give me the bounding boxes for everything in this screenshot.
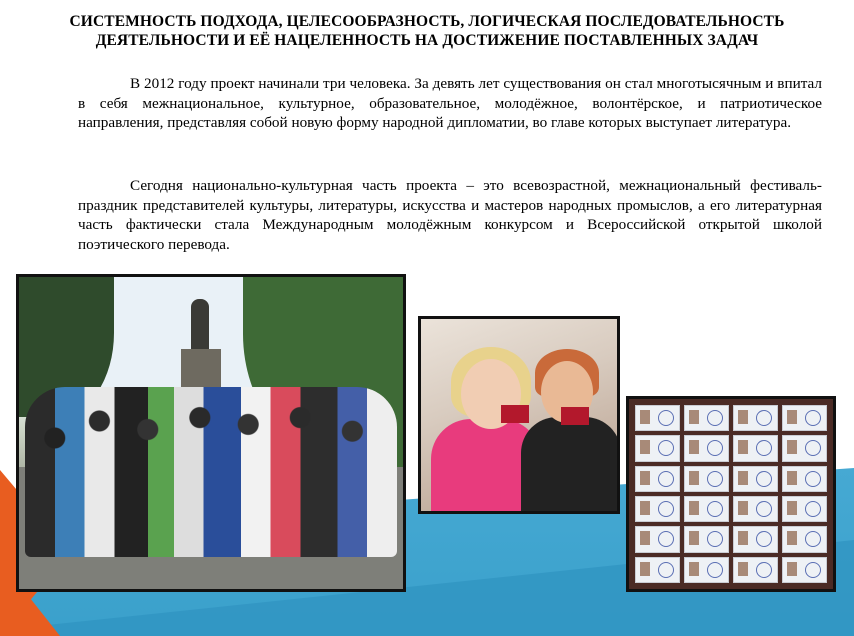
red-booklet-shape <box>561 407 589 425</box>
certificate-card <box>782 496 827 522</box>
certificate-card <box>733 435 778 461</box>
paragraph-today: Сегодня национально-культурная часть проекта – это всевозрастной, межнациональный фестиваль-праздник представителей культуры, литературы, искусства и мастеров народных промыслов, а его литературная часть фактически стала Международным молодёжным конкурсом и Всероссийской открытой школой поэтического перевода. <box>78 177 822 253</box>
certificate-card <box>684 526 729 552</box>
certificate-card <box>635 405 680 431</box>
certificate-card <box>635 526 680 552</box>
certificate-card <box>684 466 729 492</box>
certificates-grid <box>635 405 827 583</box>
certificate-card <box>733 496 778 522</box>
people-group-shape <box>25 387 397 557</box>
certificate-card <box>684 435 729 461</box>
paragraph-history: В 2012 году проект начинали три человека. За девять лет существования он стал многотысячным и впитал в себя межнациональное, культурное, образовательное, молодёжное, волонтёрское, и патриотическое направления, представляя собой новую форму народной дипломатии, во главе которых выступает литература. <box>78 75 822 131</box>
photo-certificates-grid <box>626 396 836 592</box>
red-booklet-shape <box>501 405 529 423</box>
certificate-card <box>782 526 827 552</box>
certificate-card <box>684 557 729 583</box>
certificate-card <box>782 557 827 583</box>
certificate-card <box>635 466 680 492</box>
certificate-card <box>635 496 680 522</box>
certificate-card <box>684 405 729 431</box>
slide-title: СИСТЕМНОСТЬ ПОДХОДА, ЦЕЛЕСООБРАЗНОСТЬ, ЛОГИЧЕСКАЯ ПОСЛЕДОВАТЕЛЬНОСТЬ ДЕЯТЕЛЬНОСТИ И ЕЁ НАЦЕЛЕННОСТЬ НА ДОСТИЖЕНИЕ ПОСТАВЛЕННЫХ ЗАДАЧ <box>69 13 785 49</box>
group-photo-monument <box>16 274 406 592</box>
statue-shape <box>191 299 209 351</box>
certificate-card <box>733 405 778 431</box>
certificate-card <box>733 466 778 492</box>
certificate-card <box>635 557 680 583</box>
certificate-card <box>782 405 827 431</box>
certificate-card <box>684 496 729 522</box>
certificate-card <box>782 466 827 492</box>
photo-two-women-certificates <box>418 316 620 514</box>
certificate-card <box>733 557 778 583</box>
certificate-card <box>733 526 778 552</box>
certificate-card <box>782 435 827 461</box>
certificate-card <box>635 435 680 461</box>
person-shape <box>521 417 620 514</box>
